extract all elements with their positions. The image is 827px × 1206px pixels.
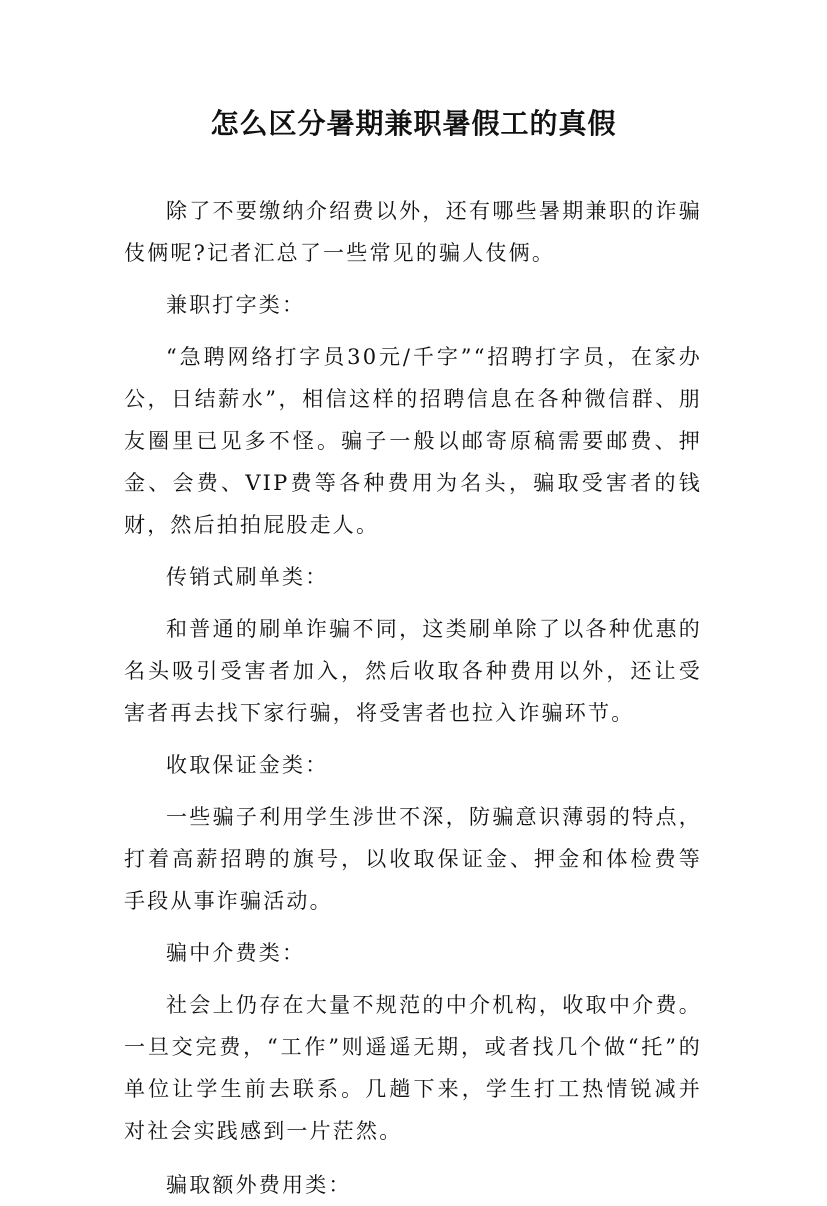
section-heading-typing: 兼职打字类： [166,293,306,317]
section-heading-pyramid-brushing: 传销式刷单类： [166,565,329,589]
section-heading-extra-fees: 骗取额外费用类： [166,1173,352,1197]
page-title: 怎么区分暑期兼职暑假工的真假 [210,107,617,140]
section-text-typing: “急聘网络打字员30元/千字”“招聘打字员，在家办公，日结薪水”，相信这样的招聘信息在各种微信群、朋友圈里已见多不怪。骗子一般以邮寄原稿需要邮费、押金、会费、VIP费等各种费用为名头，骗取受害者的钱财，然后拍拍屁股走人。 [124,345,702,537]
section-text-agency-fee: 社会上仍存在大量不规范的中介机构，收取中介费。一旦交完费，“工作”则遥遥无期，或者找几个做“托”的单位让学生前去联系。几趟下来，学生打工热情锐减并对社会实践感到一片茫然。 [124,993,702,1143]
section-heading-deposit: 收取保证金类： [166,753,329,777]
section-text-deposit: 一些骗子利用学生涉世不深，防骗意识薄弱的特点，打着高薪招聘的旗号，以收取保证金、押金和体检费等手段从事诈骗活动。 [124,805,702,913]
intro-paragraph: 除了不要缴纳介绍费以外，还有哪些暑期兼职的诈骗伎俩呢?记者汇总了一些常见的骗人伎俩。 [124,199,702,265]
section-heading-agency-fee: 骗中介费类： [166,941,306,965]
article-body [124,190,702,1206]
section-text-pyramid-brushing: 和普通的刷单诈骗不同，这类刷单除了以各种优惠的名头吸引受害者加入，然后收取各种费用以外，还让受害者再去找下家行骗，将受害者也拉入诈骗环节。 [124,617,702,725]
